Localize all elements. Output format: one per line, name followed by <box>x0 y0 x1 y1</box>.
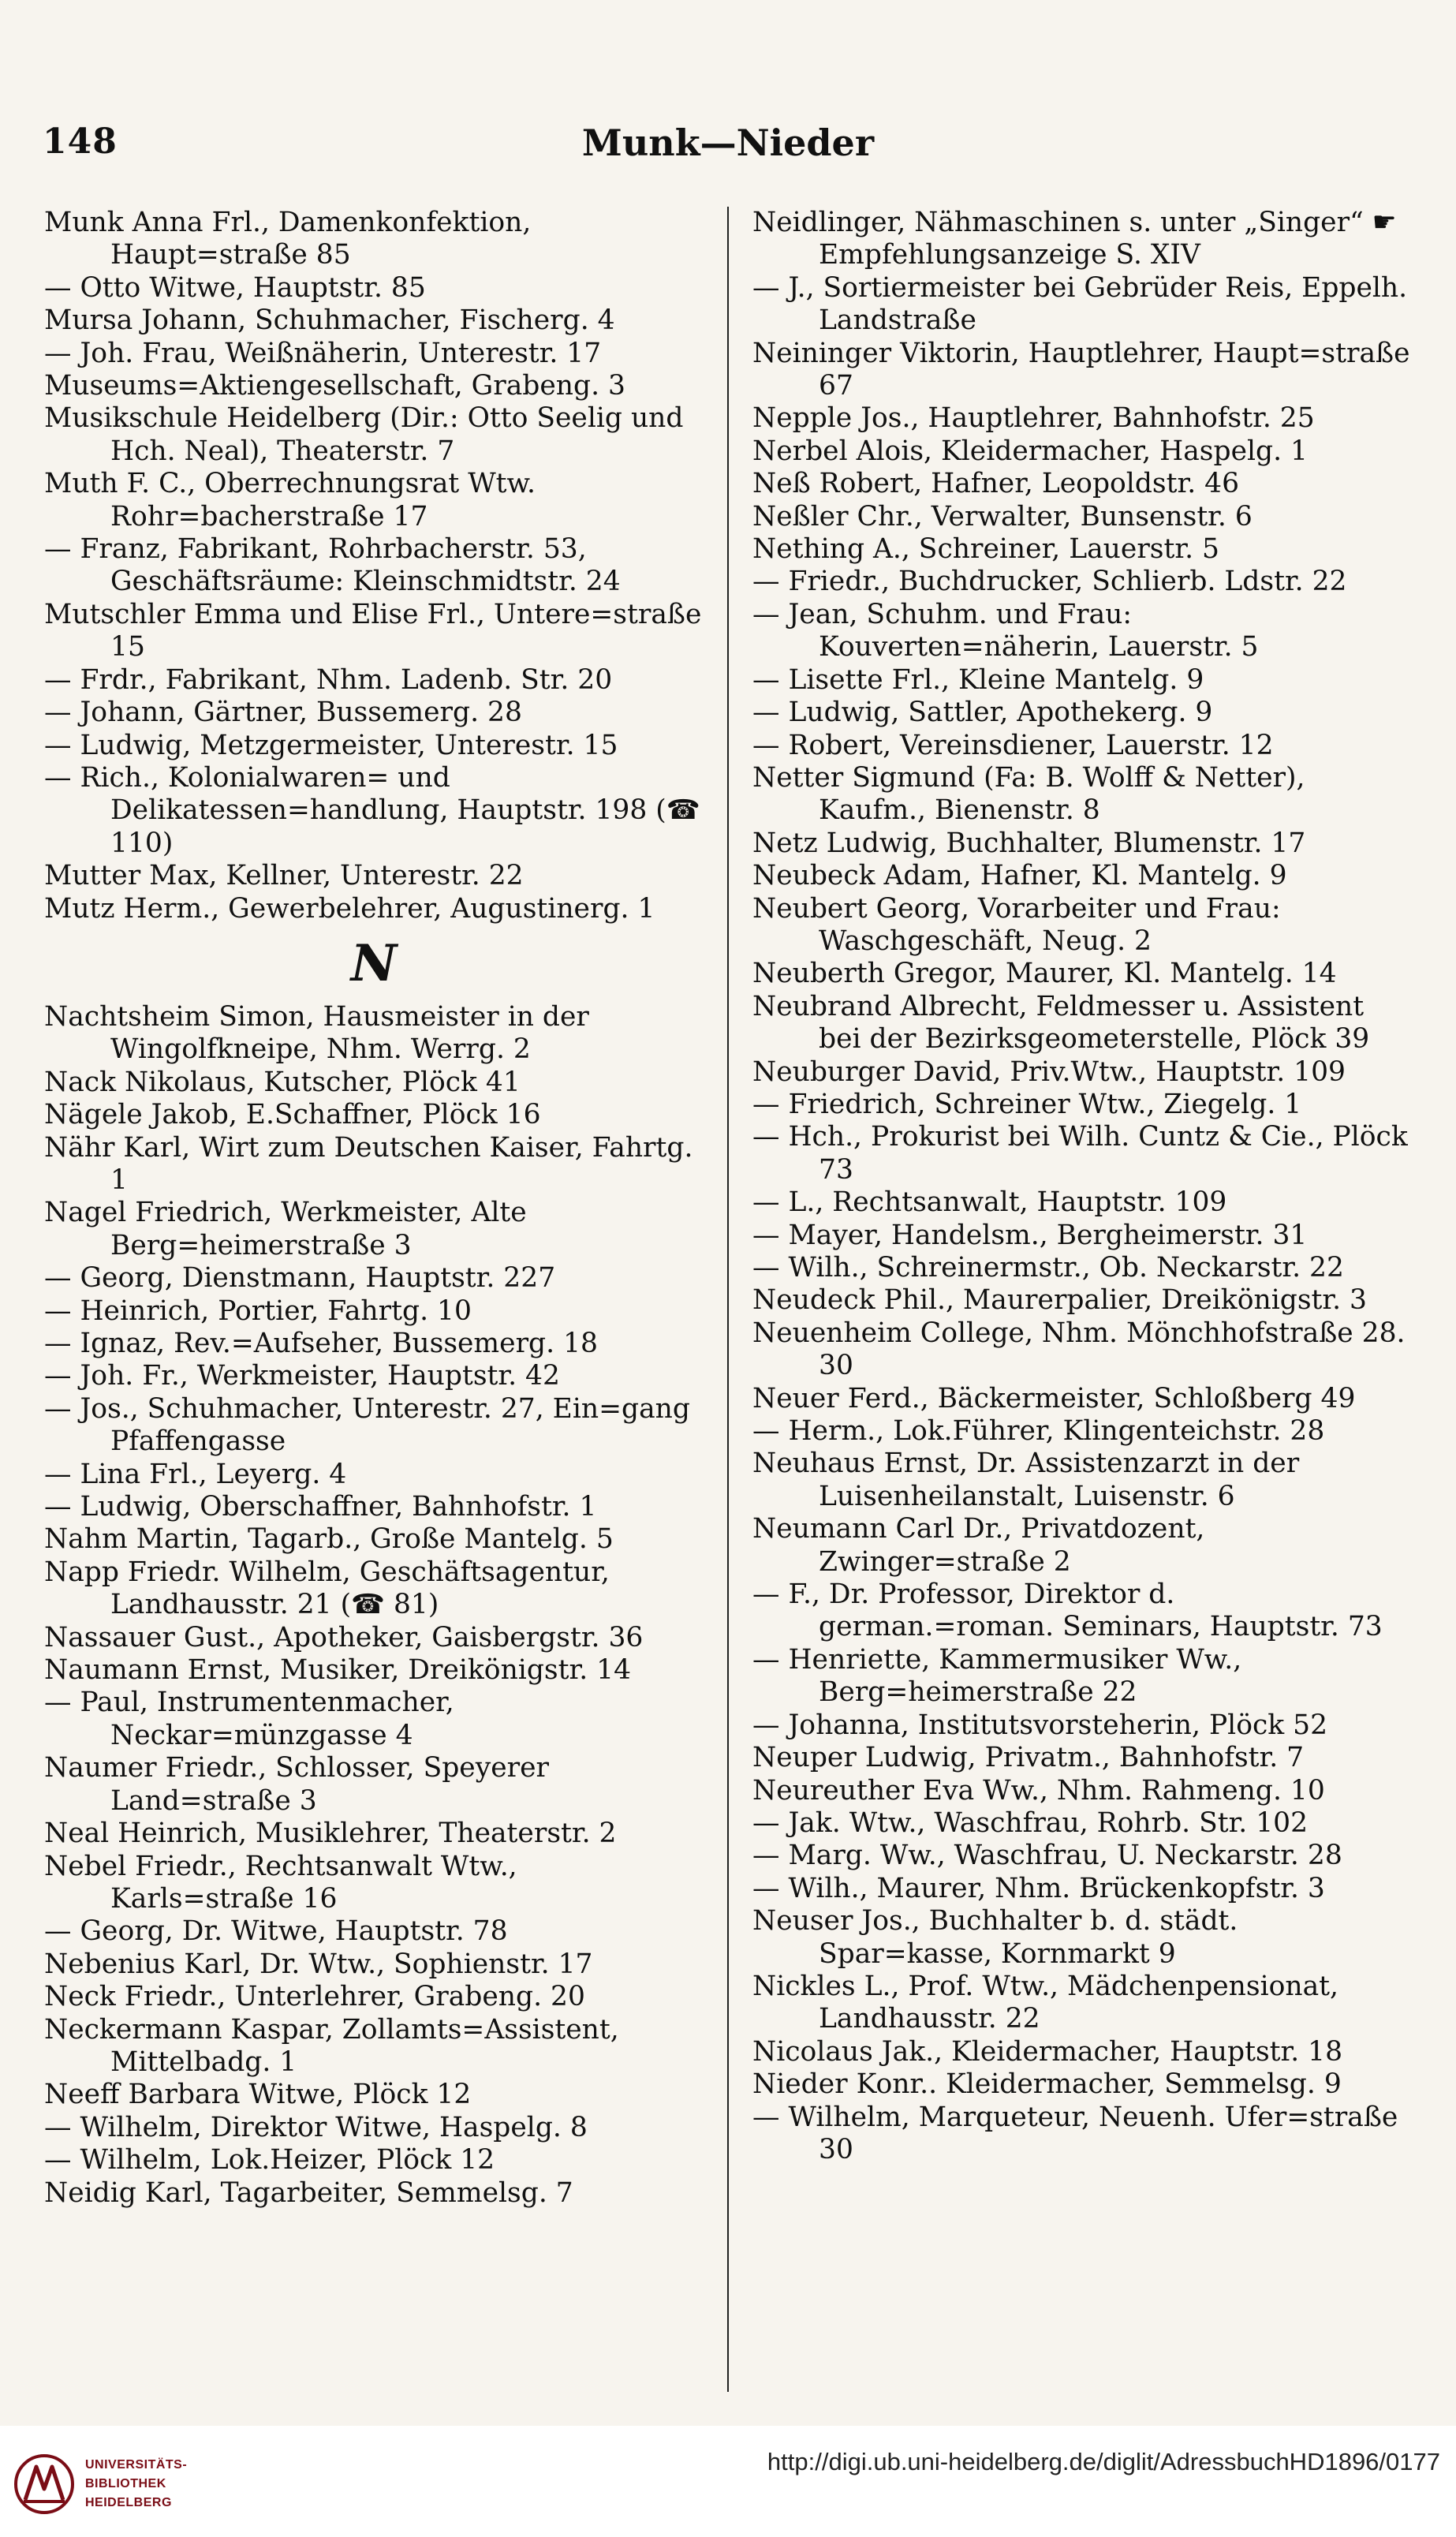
directory-entry: Nerbel Alois, Kleidermacher, Haspelg. 1 <box>752 435 1308 467</box>
directory-entry: — Ludwig, Sattler, Apothekerg. 9 <box>752 697 1213 729</box>
directory-columns <box>44 207 1412 2392</box>
directory-entry: — Georg, Dienstmann, Hauptstr. 227 <box>44 1262 556 1295</box>
directory-entry: Mutter Max, Kellner, Unterestr. 22 <box>44 860 524 892</box>
directory-entry: Neuberth Gregor, Maurer, Kl. Mantelg. 14 <box>752 958 1337 990</box>
directory-entry: Neidig Karl, Tagarbeiter, Semmelsg. 7 <box>44 2176 573 2209</box>
directory-entry: Nähr Karl, Wirt zum Deutschen Kaiser, Fahrtg. 1 <box>44 1131 693 1196</box>
column-divider <box>727 207 729 2392</box>
directory-entry: Neuper Ludwig, Privatm., Bahnhofstr. 7 <box>752 1742 1305 1774</box>
source-url-link[interactable]: http://digi.ub.uni-heidelberg.de/diglit/AdressbuchHD1896/0177 <box>767 2448 1440 2475</box>
directory-entry: — Paul, Instrumentenmacher, Neckar=münzgasse 4 <box>44 1687 454 1751</box>
directory-entry: Nassauer Gust., Apotheker, Gaisbergstr. 36 <box>44 1621 644 1653</box>
directory-entry: Netter Sigmund (Fa: B. Wolff & Netter), Kaufm., Bienenstr. 8 <box>752 761 1305 827</box>
directory-entry: Neidlinger, Nähmaschinen s. unter „Singer“ ☛ Empfehlungsanzeige S. XIV <box>752 207 1397 271</box>
library-name-line-3: HEIDELBERG <box>85 2496 172 2509</box>
directory-entry: Neubrand Albrecht, Feldmesser u. Assistent bei der Bezirksgeometerstelle, Plöck 39 <box>752 990 1370 1056</box>
directory-entry: Nething A., Schreiner, Lauerstr. 5 <box>752 533 1219 566</box>
directory-entry: — Friedr., Buchdrucker, Schlierb. Ldstr. 22 <box>752 566 1347 598</box>
directory-entry: Neal Heinrich, Musiklehrer, Theaterstr. 2 <box>44 1818 617 1850</box>
directory-entry: Nickles L., Prof. Wtw., Mädchenpensionat, Landhausstr. 22 <box>752 1970 1338 2035</box>
right-entry-list <box>752 207 1412 2166</box>
directory-entry: — L., Rechtsanwalt, Hauptstr. 109 <box>752 1186 1227 1219</box>
directory-entry: Neuer Ferd., Bäckermeister, Schloßberg 49 <box>752 1382 1356 1414</box>
library-logo[interactable] <box>13 2446 218 2525</box>
directory-entry: Nebenius Karl, Dr. Wtw., Sophienstr. 17 <box>44 1948 593 1980</box>
directory-entry: — Wilh., Maurer, Nhm. Brückenkopfstr. 3 <box>752 1872 1325 1904</box>
running-head: Munk—Nieder <box>581 121 875 164</box>
directory-entry: Neubert Georg, Vorarbeiter und Frau: Waschgeschäft, Neug. 2 <box>752 892 1281 957</box>
directory-entry: Neckermann Kaspar, Zollamts=Assistent, Mittelbadg. 1 <box>44 2013 619 2078</box>
page-number: 148 <box>43 121 118 162</box>
letter-heading: N <box>350 933 398 993</box>
directory-entry: — Jos., Schuhmacher, Unterestr. 27, Ein=gang Pfaffengasse <box>44 1392 690 1458</box>
directory-entry: Muth F. C., Oberrechnungsrat Wtw. Rohr=bacherstraße 17 <box>44 468 536 532</box>
directory-entry: — Joh. Fr., Werkmeister, Hauptstr. 42 <box>44 1360 560 1392</box>
page-header <box>43 104 1413 167</box>
directory-entry: — Rich., Kolonialwaren= und Delikatessen=handlung, Hauptstr. 198 (☎ 110) <box>44 761 700 859</box>
directory-entry: Nagel Friedrich, Werkmeister, Alte Berg=heimerstraße 3 <box>44 1197 527 1261</box>
directory-entry: Neck Friedr., Unterlehrer, Grabeng. 20 <box>44 1981 585 2013</box>
directory-entry: — Jean, Schuhm. und Frau: Kouverten=näherin, Lauerstr. 5 <box>752 598 1259 663</box>
library-name-line-2: BIBLIOTHEK <box>85 2477 166 2490</box>
directory-entry: — Ludwig, Oberschaffner, Bahnhofstr. 1 <box>44 1491 597 1523</box>
page-footer <box>0 2426 1456 2537</box>
directory-entry: — Lina Frl., Leyerg. 4 <box>44 1458 347 1490</box>
directory-entry: Naumann Ernst, Musiker, Dreikönigstr. 14 <box>44 1654 632 1687</box>
directory-entry: — Mayer, Handelsm., Bergheimerstr. 31 <box>752 1219 1308 1251</box>
directory-entry: — Friedrich, Schreiner Wtw., Ziegelg. 1 <box>752 1088 1302 1120</box>
directory-entry: Neureuther Eva Ww., Nhm. Rahmeng. 10 <box>752 1774 1325 1807</box>
directory-entry: — Otto Witwe, Hauptstr. 85 <box>44 271 426 304</box>
directory-entry: Nack Nikolaus, Kutscher, Plöck 41 <box>44 1066 521 1098</box>
directory-entry: Mursa Johann, Schuhmacher, Fischerg. 4 <box>44 305 615 337</box>
directory-entry: Neß Robert, Hafner, Leopoldstr. 46 <box>752 468 1240 500</box>
directory-entry: Neubeck Adam, Hafner, Kl. Mantelg. 9 <box>752 860 1287 892</box>
directory-entry: — Wilhelm, Marqueteur, Neuenh. Ufer=straße 30 <box>752 2101 1398 2165</box>
directory-entry: Nebel Friedr., Rechtsanwalt Wtw., Karls=straße 16 <box>44 1850 517 1915</box>
directory-entry: Neuser Jos., Buchhalter b. d. städt. Spar=kasse, Kornmarkt 9 <box>752 1905 1238 1970</box>
directory-entry: Museums=Aktiengesellschaft, Grabeng. 3 <box>44 370 625 402</box>
directory-entry: — J., Sortiermeister bei Gebrüder Reis, Eppelh. Landstraße <box>752 271 1408 337</box>
directory-entry: — Marg. Ww., Waschfrau, U. Neckarstr. 28 <box>752 1840 1342 1872</box>
directory-entry: Nieder Konr.. Kleidermacher, Semmelsg. 9 <box>752 2068 1342 2101</box>
directory-entry: — Herm., Lok.Führer, Klingenteichstr. 28 <box>752 1415 1325 1448</box>
directory-entry: — Joh. Frau, Weißnäherin, Unterestr. 17 <box>44 337 602 369</box>
directory-entry: — Wilhelm, Direktor Witwe, Haspelg. 8 <box>44 2111 588 2143</box>
directory-entry: — Robert, Vereinsdiener, Lauerstr. 12 <box>752 729 1274 761</box>
directory-entry: — Lisette Frl., Kleine Mantelg. 9 <box>752 663 1204 696</box>
directory-entry: — Heinrich, Portier, Fahrtg. 10 <box>44 1295 472 1327</box>
directory-entry: Neuenheim College, Nhm. Mönchhofstraße 28. 30 <box>752 1317 1406 1382</box>
directory-entry: Neumann Carl Dr., Privatdozent, Zwinger=straße 2 <box>752 1513 1205 1578</box>
library-name <box>85 2456 187 2513</box>
directory-entry: Naumer Friedr., Schlosser, Speyerer Land=straße 3 <box>44 1752 550 1817</box>
directory-entry: Mutschler Emma und Elise Frl., Untere=straße 15 <box>44 598 702 663</box>
directory-entry: — Henriette, Kammermusiker Ww., Berg=heimerstraße 22 <box>752 1643 1242 1709</box>
directory-entry: Musikschule Heidelberg (Dir.: Otto Seelig und Hch. Neal), Theaterstr. 7 <box>44 402 684 467</box>
directory-entry: Nachtsheim Simon, Hausmeister in der Wingolfkneipe, Nhm. Werrg. 2 <box>44 1000 589 1066</box>
directory-entry: Munk Anna Frl., Damenkonfektion, Haupt=straße 85 <box>44 207 532 271</box>
directory-entry: — Ludwig, Metzgermeister, Unterestr. 15 <box>44 729 618 761</box>
directory-entry: Neuhaus Ernst, Dr. Assistenzarzt in der Luisenheilanstalt, Luisenstr. 6 <box>752 1448 1300 1512</box>
left-entry-list-b <box>44 1001 704 2210</box>
directory-entry: Mutz Herm., Gewerbelehrer, Augustinerg. 1 <box>44 892 655 925</box>
directory-entry: — Franz, Fabrikant, Rohrbacherstr. 53, Geschäftsräume: Kleinschmidtstr. 24 <box>44 533 621 598</box>
directory-entry: Neeff Barbara Witwe, Plöck 12 <box>44 2079 472 2111</box>
directory-entry: — Jak. Wtw., Waschfrau, Rohrb. Str. 102 <box>752 1807 1309 1839</box>
directory-entry: — Wilh., Schreinermstr., Ob. Neckarstr. 22 <box>752 1252 1344 1283</box>
directory-entry: Neininger Viktorin, Hauptlehrer, Haupt=straße 67 <box>752 337 1410 402</box>
library-name-line-1: UNIVERSITÄTS- <box>85 2458 188 2472</box>
directory-entry: Neuburger David, Priv.Wtw., Hauptstr. 109 <box>752 1056 1346 1088</box>
directory-entry: — Johann, Gärtner, Bussemerg. 28 <box>44 697 522 729</box>
directory-entry: — Georg, Dr. Witwe, Hauptstr. 78 <box>44 1915 508 1948</box>
directory-entry: Napp Friedr. Wilhelm, Geschäftsagentur, Landhausstr. 21 (☎ 81) <box>44 1556 610 1621</box>
directory-entry: — Hch., Prokurist bei Wilh. Cuntz & Cie., Plöck 73 <box>752 1121 1408 1186</box>
left-entry-list-a <box>44 207 704 925</box>
directory-entry: — Frdr., Fabrikant, Nhm. Ladenb. Str. 20 <box>44 663 613 696</box>
left-column <box>44 207 704 2392</box>
directory-entry: Neudeck Phil., Maurerpalier, Dreikönigstr. 3 <box>752 1284 1367 1317</box>
library-seal-icon <box>13 2453 76 2516</box>
directory-entry: — F., Dr. Professor, Direktor d. german.=roman. Seminars, Hauptstr. 73 <box>752 1579 1383 1643</box>
directory-entry: Nägele Jakob, E.Schaffner, Plöck 16 <box>44 1099 541 1131</box>
directory-entry: Netz Ludwig, Buchhalter, Blumenstr. 17 <box>752 827 1306 859</box>
directory-entry: Nahm Martin, Tagarb., Große Mantelg. 5 <box>44 1523 614 1556</box>
directory-entry: — Johanna, Institutsvorsteherin, Plöck 52 <box>752 1709 1328 1741</box>
directory-entry: Nepple Jos., Hauptlehrer, Bahnhofstr. 25 <box>752 402 1315 435</box>
directory-entry: — Wilhelm, Lok.Heizer, Plöck 12 <box>44 2144 495 2176</box>
directory-entry: Neßler Chr., Verwalter, Bunsenstr. 6 <box>752 500 1253 532</box>
directory-entry: — Ignaz, Rev.=Aufseher, Bussemerg. 18 <box>44 1328 598 1359</box>
directory-entry: Nicolaus Jak., Kleidermacher, Hauptstr. 18 <box>752 2035 1343 2068</box>
right-column <box>752 207 1412 2392</box>
